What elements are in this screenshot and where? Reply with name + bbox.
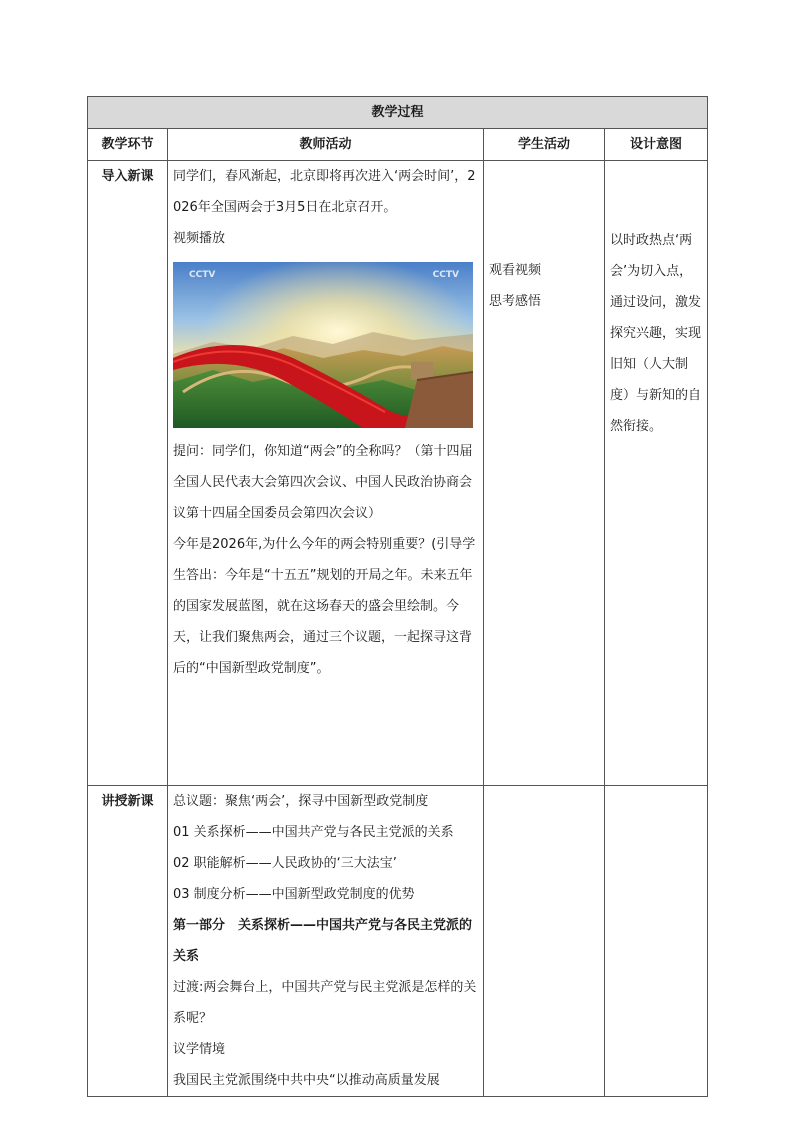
stage-teaching: 讲授新课 [88,786,168,1097]
header-intent: 设计意图 [605,129,708,161]
stage-lead-in: 导入新课 [88,161,168,786]
teacher-paragraph: 提问：同学们，你知道“两会”的全称吗？（第十四届全国人民代表大会第四次会议、中国人民政治协商会议第十四届全国委员会第四次会议） [173,444,473,521]
channel-logo-left: CCTV [189,270,216,280]
header-stage: 教学环节 [88,129,168,161]
teacher-paragraph: 同学们，春风渐起，北京即将再次进入‘两会时间’，2026年全国两会于3月5日在北京召开。 [173,169,476,215]
table-row-teaching [88,786,708,1097]
teacher-paragraph: 议学情境 [173,1042,226,1057]
student-activity-item: 观看视频 [489,263,542,278]
teacher-paragraph: 02 职能解析——人民政协的‘三大法宝’ [173,856,397,871]
channel-logo-right: CCTV [432,270,459,280]
video-still-great-wall [173,262,473,428]
teacher-paragraph: 总议题：聚焦‘两会’，探寻中国新型政党制度 [173,794,429,809]
table-header-row [88,129,708,161]
student-activity-item: 思考感悟 [489,294,542,309]
great-wall-image [173,262,473,428]
student-activity-lead-in [484,161,605,786]
teacher-paragraph: 我国民主党派围绕中共中央“以推动高质量发展 [173,1073,440,1088]
table-title: 教学过程 [88,97,708,129]
teacher-paragraph: 今年是2026年,为什么今年的两会特别重要？(引导学生答出：今年是“十五五”规划的开局之年。未来五年的国家发展蓝图，就在这场春天的盛会里绘制。今天，让我们聚焦两会，通过三个议题，一起探寻这背后的“中国新型政党制度”。 [173,537,476,676]
student-activity-teaching [484,786,605,1097]
teacher-paragraph: 过渡:两会舞台上，中国共产党与民主党派是怎样的关系呢？ [173,980,477,1026]
design-intent-teaching [605,786,708,1097]
teacher-paragraph: 03 制度分析——中国新型政党制度的优势 [173,887,415,902]
teacher-activity-lead-in [168,161,484,786]
teacher-paragraph: 01 关系探析——中国共产党与各民主党派的关系 [173,825,454,840]
table-row-lead-in [88,161,708,786]
teacher-activity-teaching [168,786,484,1097]
lesson-process-table [87,96,708,1097]
table-title-row [88,97,708,129]
design-intent-lead-in: 以时政热点‘两会’为切入点，通过设问，激发探究兴趣，实现旧知（人大制度）与新知的自然衔接。 [605,161,708,786]
header-student: 学生活动 [484,129,605,161]
teacher-paragraph: 视频播放 [173,231,226,246]
header-teacher: 教师活动 [168,129,484,161]
part-one-title: 第一部分 关系探析——中国共产党与各民主党派的关系 [173,918,473,964]
